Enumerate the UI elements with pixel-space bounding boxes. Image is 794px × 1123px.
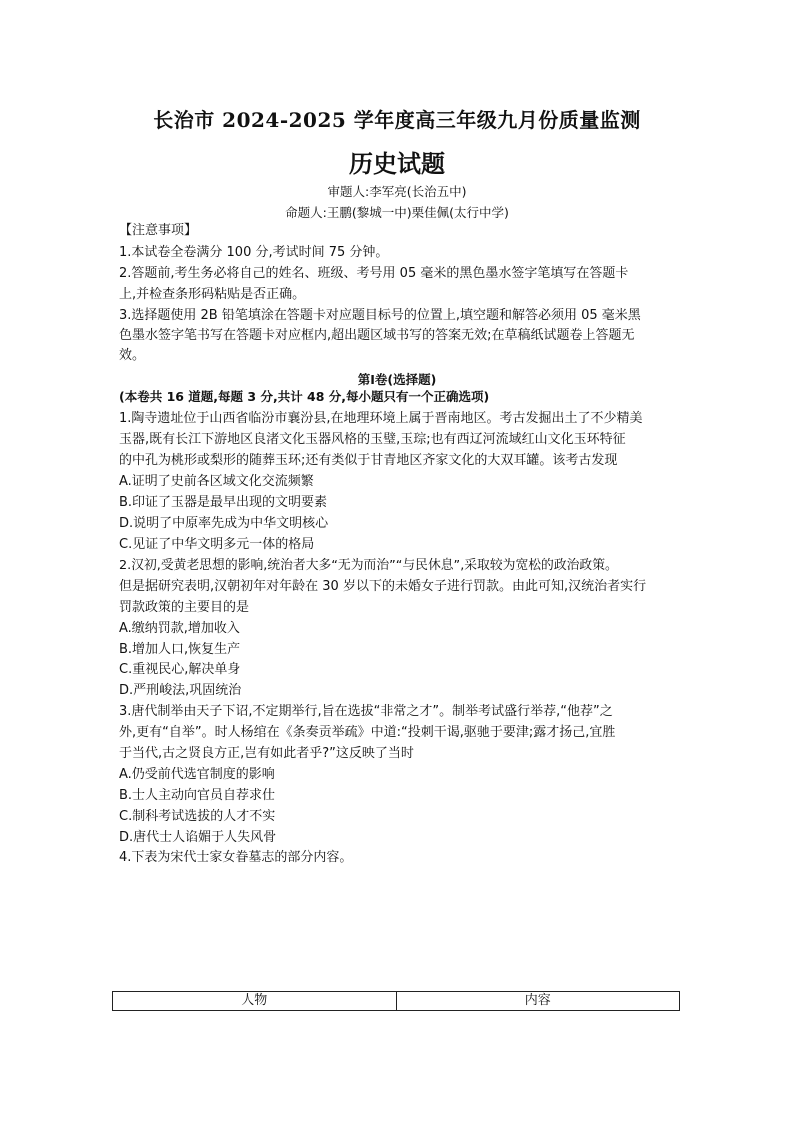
question-stem: 4.下表为宋代士家女眷墓志的部分内容。 [119, 850, 353, 865]
notice-line: 3.选择题使用 2B 铅笔填涂在答题卡对应题目标号的位置上,填空题和解答必须用 05 毫米黑 [119, 308, 641, 323]
question-stem: 但是据研究表明,汉朝初年对年龄在 30 岁以下的未婚女子进行罚款。由此可知,汉统治者实行 [119, 579, 647, 594]
question-stem: 外,更有“自举”。时人杨绾在《条奏贡举疏》中道:“投刺干谒,驱驰于要津;露才扬己,宜胜 [119, 725, 616, 740]
question-stem: 于当代,古之贤良方正,岂有如此者乎?”这反映了当时 [119, 746, 414, 761]
setter-credit: 命题人:王鹏(黎城一中)栗佳佩(太行中学) [285, 205, 509, 220]
option: D.说明了中原率先成为中华文明核心 [119, 516, 329, 531]
notice-line: 色墨水签字笔书写在答题卡对应框内,超出题区域书写的答案无效;在草稿纸试题卷上答题无 [119, 328, 635, 343]
subject-title: 历史试题 [349, 149, 445, 178]
notice-line: 2.答题前,考生务必将自己的姓名、班级、考号用 05 毫米的黑色墨水签字笔填写在答题卡 [119, 266, 629, 281]
option: B.增加人口,恢复生产 [119, 642, 241, 657]
option: A.证明了史前各区域文化交流频繁 [119, 474, 314, 489]
question-stem: 1.陶寺遗址位于山西省临汾市襄汾县,在地理环境上属于晋南地区。考古发掘出土了不少精美 [119, 411, 643, 426]
option: A.仍受前代选官制度的影响 [119, 767, 275, 782]
notice-line: 效。 [119, 348, 146, 363]
option: D.严刑峻法,巩固统治 [119, 683, 242, 698]
option: C.制科考试选拔的人才不实 [119, 809, 276, 824]
option: D.唐代士人谄媚于人失风骨 [119, 830, 277, 845]
section-title: 第Ⅰ卷(选择题) [357, 372, 437, 387]
table-header-person: 人物 [241, 993, 268, 1008]
option: B.印证了玉器是最早出现的文明要素 [119, 495, 328, 510]
question-stem: 玉器,既有长江下游地区良渚文化玉器风格的玉璧,玉琮;也有西辽河流域红山文化玉环特征 [119, 432, 626, 447]
exam-title: 长治市 2024-2025 学年度高三年级九月份质量监测 [153, 108, 641, 132]
question-stem: 的中孔为桃形或梨形的随葬玉环;还有类似于甘青地区齐家文化的大双耳罐。该考古发现 [119, 453, 618, 468]
table-header-content: 内容 [396, 992, 680, 1010]
option: A.缴纳罚款,增加收入 [119, 621, 240, 636]
question-stem: 3.唐代制举由天子下诏,不定期举行,旨在选拔“非常之才”。制举考试盛行举荐,“他荐”之 [119, 704, 613, 719]
notice-line: 1.本试卷全卷满分 100 分,考试时间 75 分钟。 [119, 245, 389, 260]
option: B.士人主动向官员自荐求仕 [119, 788, 276, 803]
question-stem: 罚款政策的主要目的是 [119, 600, 250, 615]
reviewer-credit: 审题人:李军亮(长治五中) [327, 184, 467, 199]
section-instruction: (本卷共 16 道题,每题 3 分,共计 48 分,每小题只有一个正确选项) [119, 389, 490, 404]
option: C.重视民心,解决单身 [119, 662, 241, 677]
records-table [112, 991, 680, 1011]
option: C.见证了中华文明多元一体的格局 [119, 537, 315, 552]
question-stem: 2.汉初,受黄老思想的影响,统治者大多“无为而治”“与民休息”,采取较为宽松的政治政策。 [119, 558, 618, 573]
notice-heading: 【注意事项】 [119, 223, 198, 238]
notice-line: 上,并检查条形码粘贴是否正确。 [119, 287, 306, 302]
